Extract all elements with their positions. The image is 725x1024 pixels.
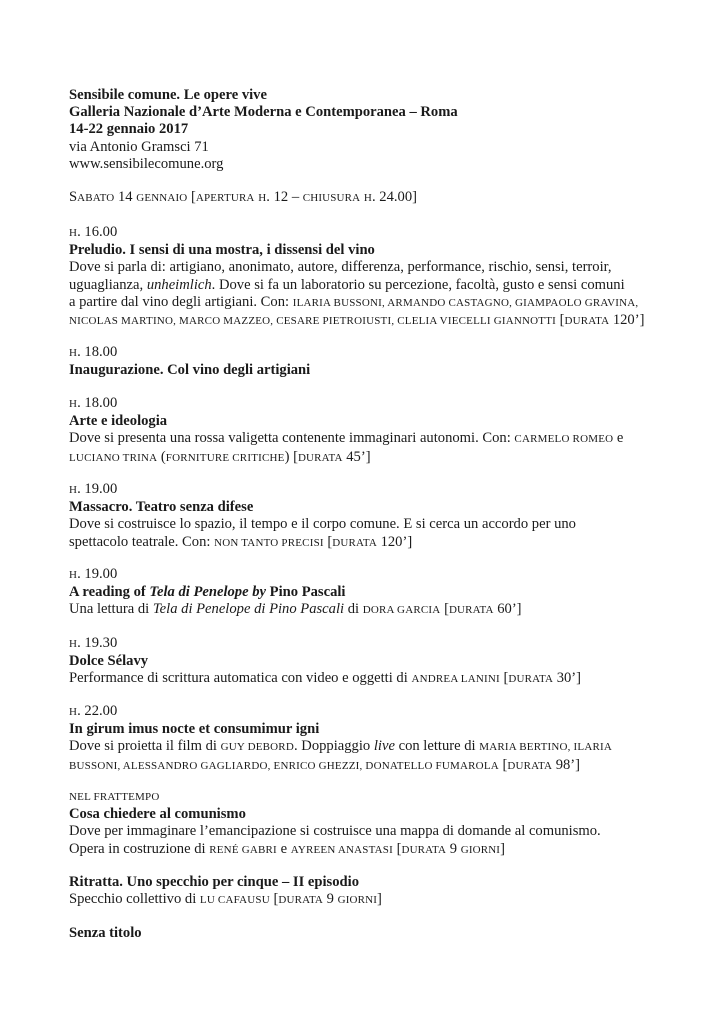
event-desc-line: Dove si proietta il film di GUY DEBORD. Doppiaggio live con letture di MARIA BERTINO, ILARIA: [69, 738, 613, 755]
event-title: In girum imus nocte et consumimur igni: [69, 721, 320, 738]
event-time: H. 19.30: [69, 635, 118, 651]
venue-name: Galleria Nazionale d’Arte Moderna e Contemporanea – Roma: [69, 104, 458, 121]
event-in-girum: [69, 703, 669, 775]
event-inaugurazione: [69, 344, 669, 379]
event-title: Dolce Sélavy: [69, 653, 149, 670]
event-title: Arte e ideologia: [69, 413, 168, 430]
event-desc-line: NICOLAS MARTINO, MARCO MAZZEO, CESARE PIETROIUSTI, CLELIA VIECELLI GIANNOTTI [DURATA 120’]: [69, 312, 645, 329]
event-ritratta: [69, 874, 669, 909]
day-heading-line: SABATO 14 GENNAIO [APERTURA H. 12 – CHIUSURA H. 24.00]: [69, 189, 417, 205]
meanwhile-label: NEL FRATTEMPO: [69, 791, 160, 803]
event-title: A reading of Tela di Penelope by Pino Pascali: [69, 584, 346, 601]
event-desc-line: Specchio collettivo di LU CAFAUSU [DURATA 9 GIORNI]: [69, 891, 382, 908]
event-desc-line: Dove si presenta una rossa valigetta contenente immaginari autonomi. Con: CARMELO ROMEO e: [69, 430, 624, 447]
event-desc-line: Dove si costruisce lo spazio, il tempo e il corpo comune. E si cerca un accordo per uno: [69, 516, 576, 533]
day-heading: [69, 189, 669, 207]
event-desc-line: Una lettura di Tela di Penelope di Pino Pascali di DORA GARCIA [DURATA 60’]: [69, 601, 522, 618]
event-title: Massacro. Teatro senza difese: [69, 499, 254, 516]
exhibition-dates: 14-22 gennaio 2017: [69, 121, 189, 138]
event-desc-line: Dove per immaginare l’emancipazione si costruisce una mappa di domande al comunismo.: [69, 823, 601, 840]
event-title: Cosa chiedere al comunismo: [69, 806, 246, 823]
exhibition-title: Sensibile comune. Le opere vive: [69, 87, 267, 103]
event-dolce-selavy: [69, 635, 669, 689]
event-desc-line: Performance di scrittura automatica con video e oggetti di ANDREA LANINI [DURATA 30’]: [69, 670, 582, 687]
event-time: H. 19.00: [69, 481, 118, 497]
event-time: H. 22.00: [69, 703, 118, 719]
event-desc-line: spettacolo teatrale. Con: NON TANTO PRECISI [DURATA 120’]: [69, 533, 413, 550]
event-title: Preludio. I sensi di una mostra, i dissensi del vino: [69, 242, 375, 259]
event-time: H. 18.00: [69, 395, 118, 411]
event-massacro: [69, 481, 669, 552]
event-desc-line: a partire dal vino degli artigiani. Con: ILARIA BUSSONI, ARMANDO CASTAGNO, GIAMPAOLO GRAVINA,: [69, 293, 639, 310]
meanwhile-section: [69, 789, 669, 859]
venue-address: via Antonio Gramsci 71: [69, 138, 209, 155]
event-arte-ideologia: [69, 395, 669, 467]
event-desc-line: LUCIANO TRINA (FORNITURE CRITICHE) [DURATA 45’]: [69, 448, 371, 465]
event-desc-line: BUSSONI, ALESSANDRO GAGLIARDO, ENRICO GHEZZI, DONATELLO FUMAROLA [DURATA 98’]: [69, 756, 581, 773]
event-title: Inaugurazione. Col vino degli artigiani: [69, 362, 311, 379]
website-link[interactable]: www.sensibilecomune.org: [69, 155, 224, 172]
event-desc-line: uguaglianza, unheimlich. Dove si fa un laboratorio su percezione, facoltà, gusto e sensi comuni: [69, 276, 625, 293]
event-title: Ritratta. Uno specchio per cinque – II episodio: [69, 874, 359, 890]
event-desc-line: Dove si parla di: artigiano, anonimato, autore, differenza, performance, rischio, sensi, terroir,: [69, 259, 612, 276]
event-preludio: [69, 224, 669, 330]
event-time: H. 18.00: [69, 344, 118, 360]
event-senza-titolo: [69, 925, 669, 942]
event-desc-line: Opera in costruzione di RENÉ GABRI e AYREEN ANASTASI [DURATA 9 GIORNI]: [69, 840, 505, 857]
event-time: H. 16.00: [69, 224, 118, 240]
event-title: Senza titolo: [69, 925, 142, 941]
event-reading: [69, 566, 669, 620]
event-time: H. 19.00: [69, 566, 118, 582]
header-block: [69, 87, 669, 173]
